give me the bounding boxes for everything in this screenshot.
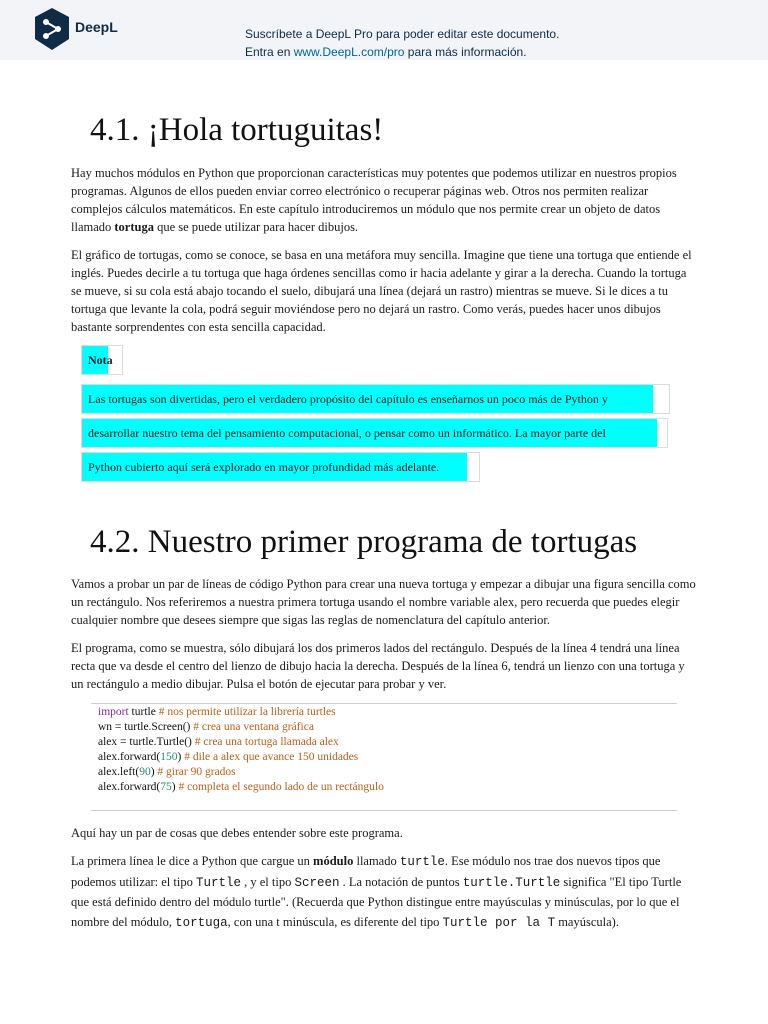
para-text: La primera línea le dice a Python que cargue un [71, 854, 310, 868]
code-line [98, 720, 314, 735]
note-text: Python cubierto aquí será explorado en mayor profundidad más adelante. [88, 460, 440, 474]
para-text: , con una t minúscula, es diferente del tipo [227, 914, 440, 929]
program-intro-paragraph: Vamos a probar un par de líneas de código Python para crear una nueva tortuga y empezar a dibujar una figura sencilla como un rectángulo. Nos referiremos a nuestra primera tortuga usando el nombre variable alex, pero recuerda que puedes elegir cualquier nombre que desees siempre que sigas las reglas de nomenclatura del capítulo anterior. [71, 577, 696, 627]
note-line-3 [81, 452, 480, 482]
code-text: turtle [128, 706, 159, 718]
note-label-box [81, 345, 123, 375]
code-number: 150 [160, 751, 178, 763]
code-comment: # crea una ventana gráfica [193, 721, 314, 733]
code-block [91, 703, 677, 811]
intro-paragraph [71, 164, 699, 236]
code-comment: # girar 90 grados [157, 766, 236, 778]
para-text: significa "El tipo Turtle que está definido dentro del módulo turtle". (Recuerda que Python distingue entre mayúsculas y minúsculas, por lo que el nombre del módulo, [71, 874, 682, 929]
section-heading-4-1: 4.1. ¡Hola tortuguitas! [90, 112, 384, 148]
promo-message [245, 25, 559, 61]
promo-line-1: Suscríbete a DeepL Pro para poder editar este documento. [245, 27, 560, 41]
code-number: 75 [160, 781, 172, 793]
code-term: Turtle [195, 875, 241, 890]
program-notes-intro: Aquí hay un par de cosas que debes entender sobre este programa. [71, 826, 403, 840]
code-text: alex.forward( [98, 781, 161, 793]
deepl-pro-link[interactable]: www.DeepL.com/pro [293, 45, 405, 59]
section-heading-4-2: 4.2. Nuestro primer programa de tortugas [90, 524, 638, 560]
para-text: llamado [356, 854, 397, 868]
code-text: ) [171, 781, 179, 793]
code-term: turtle.Turtle [462, 875, 561, 890]
code-text: alex.forward( [98, 751, 161, 763]
para-text: , y el tipo [244, 874, 292, 889]
code-comment: # nos permite utilizar la librería turtles [158, 706, 336, 718]
promo-prefix: Entra en [245, 45, 291, 59]
program-description-paragraph: El programa, como se muestra, sólo dibujará los dos primeros lados del rectángulo. Después de la línea 4 tendrá una línea recta que va desde el centro del lienzo de dibujo hacia la derecha. Después de la línea 6, tendrá un lienzo con una tortuga y un rectángulo a medio dibujar. Pulsa el botón de ejecutar para probar y ver. [71, 641, 685, 691]
code-line [98, 765, 236, 780]
code-term: Turtle por la T [442, 915, 556, 930]
module-explanation-paragraph [71, 852, 699, 933]
code-comment: # completa el segundo lado de un rectángulo [178, 781, 384, 793]
note-text: desarrollar nuestro tema del pensamiento computacional, o pensar como un informático. La mayor parte del [88, 426, 606, 440]
tortuga-term: tortuga [114, 220, 154, 234]
deepl-logo-icon[interactable] [34, 7, 70, 51]
code-number: 90 [139, 766, 151, 778]
code-keyword: import [98, 706, 129, 718]
deepl-logo-text[interactable]: DeepL [75, 19, 118, 35]
code-text: ) [150, 766, 158, 778]
code-line [98, 735, 339, 750]
metaphor-paragraph: El gráfico de tortugas, como se conoce, se basa en una metáfora muy sencilla. Imagine que tiene una tortuga que entiende el inglés. Puedes decirle a tu tortuga que haga órdenes sencillas como ir hacia adelante y girar a la derecha. Cuando la tortuga se mueve, si su cola está abajo tocando el suelo, dibujará una línea (dejará un rastro) mientras se mueve. Si le dices a tu tortuga que levante la cola, podrá seguir moviéndose pero no dejará un rastro. Como verás, puedes hacer unos dibujos bastante sorprendentes con esta sencilla capacidad. [71, 248, 692, 334]
intro-text-end: que se puede utilizar para hacer dibujos. [157, 220, 359, 234]
code-term: turtle [399, 855, 445, 869]
code-text: alex.left( [98, 766, 140, 778]
code-text: wn = turtle.Screen() [98, 721, 194, 733]
code-comment: # dile a alex que avance 150 unidades [184, 751, 359, 763]
promo-line-2 [245, 43, 559, 61]
code-line [98, 780, 384, 795]
intro-text: Hay muchos módulos en Python que proporcionan características muy potentes que podemos utilizar en nuestros propios programas. Algunos de ellos pueden enviar correo electrónico o recuperar páginas web. Otros nos permiten realizar complejos cálculos matemáticos. En este capítulo introduciremos un módulo que nos permite crear un objeto de datos llamado [71, 166, 677, 234]
code-term: tortuga [175, 915, 228, 930]
modulo-term: módulo [313, 854, 354, 868]
promo-suffix: para más información. [407, 45, 527, 59]
code-text: alex = turtle.Turtle() [98, 736, 195, 748]
code-text: ) [177, 751, 185, 763]
para-text: . Ese módulo nos trae dos nuevos tipos que podemos utilizar: el tipo [71, 854, 661, 889]
note-text: Las tortugas son divertidas, pero el verdadero propósito del capítulo es enseñarnos un poco más de Python y [88, 392, 608, 406]
code-line [98, 750, 358, 765]
para-text: mayúscula). [558, 914, 619, 929]
note-label: Nota [88, 353, 113, 367]
code-comment: # crea una tortuga llamada alex [194, 736, 339, 748]
note-line-1 [81, 384, 670, 414]
note-line-2 [81, 418, 668, 448]
code-term: Screen [294, 875, 340, 890]
para-text: . La notación de puntos [342, 874, 460, 889]
deepl-banner [0, 0, 768, 60]
code-line [98, 705, 336, 720]
